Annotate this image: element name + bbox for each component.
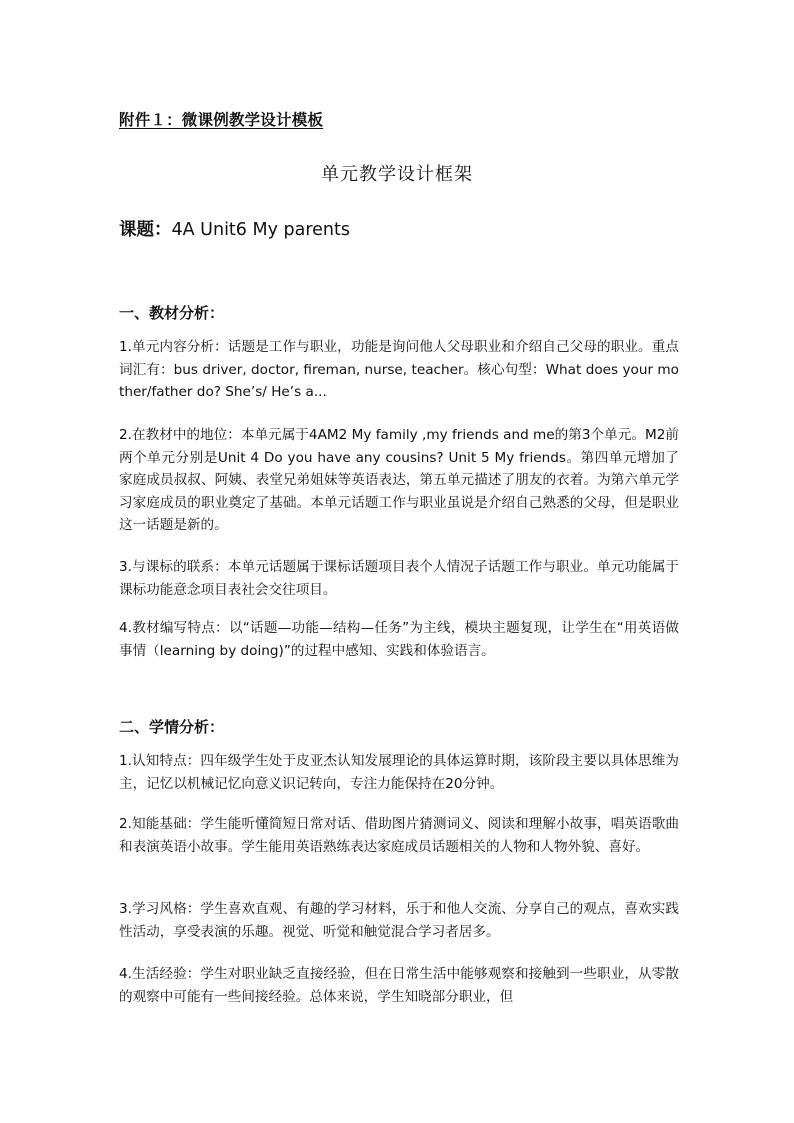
lesson-title-value: 4A Unit6 My parents [171, 220, 350, 240]
paragraph: 2.在教材中的地位：本单元属于4AM2 My family ,my friends and me的第3个单元。M2前两个单元分别是Unit 4 Do you have any cousins? Unit 5 My friends。第四单元增加了家庭成员叔叔、阿姨、表堂兄弟姐妹等英语表达，第五单元描述了朋友的衣着。为第六单元学习家庭成员的职业奠定了基础。本单元话题工作与职业虽说是介绍自己熟悉的父母，但是职业这一话题是新的。 [119, 427, 679, 533]
attachment-label: 附件１：微课例教学设计模板 [119, 111, 324, 129]
lesson-title [119, 216, 350, 241]
paragraph: 1.单元内容分析：话题是工作与职业，功能是询问他人父母职业和介绍自己父母的职业。重点词汇有：bus driver, doctor, fireman, nurse, teacher。核心句型：What does your mother/father do? She’s/ He’s a... [119, 339, 679, 400]
paragraph: 3.与课标的联系：本单元话题属于课标话题项目表个人情况子话题工作与职业。单元功能属于课标功能意念项目表社会交往项目。 [119, 559, 679, 598]
paragraph: 3.学习风格：学生喜欢直观、有趣的学习材料，乐于和他人交流、分享自己的观点，喜欢实践性活动，享受表演的乐趣。视觉、听觉和触觉混合学习者居多。 [119, 901, 679, 940]
section-heading-learner-analysis: 二、学情分析： [119, 718, 225, 736]
paragraph: 1.认知特点：四年级学生处于皮亚杰认知发展理论的具体运算时期，该阶段主要以具体思维为主，记忆以机械记忆向意义识记转向，专注力能保持在20分钟。 [119, 753, 679, 792]
section-heading-textbook-analysis: 一、教材分析： [119, 304, 225, 322]
paragraph: 4.生活经验：学生对职业缺乏直接经验，但在日常生活中能够观察和接触到一些职业，从零散的观察中可能有一些间接经验。总体来说，学生知晓部分职业，但 [119, 966, 679, 1005]
paragraph: 4.教材编写特点：以“话题—功能—结构—任务”为主线，模块主题复现，让学生在“用英语做事情（learning by doing)”的过程中感知、实践和体验语言。 [119, 620, 679, 659]
lesson-title-label: 课题： [119, 220, 172, 240]
paragraph: 2.知能基础：学生能听懂简短日常对话、借助图片猜测词义、阅读和理解小故事，唱英语歌曲和表演英语小故事。学生能用英语熟练表达家庭成员话题相关的人物和人物外貌、喜好。 [119, 816, 679, 855]
document-title: 单元教学设计框架 [321, 164, 473, 185]
